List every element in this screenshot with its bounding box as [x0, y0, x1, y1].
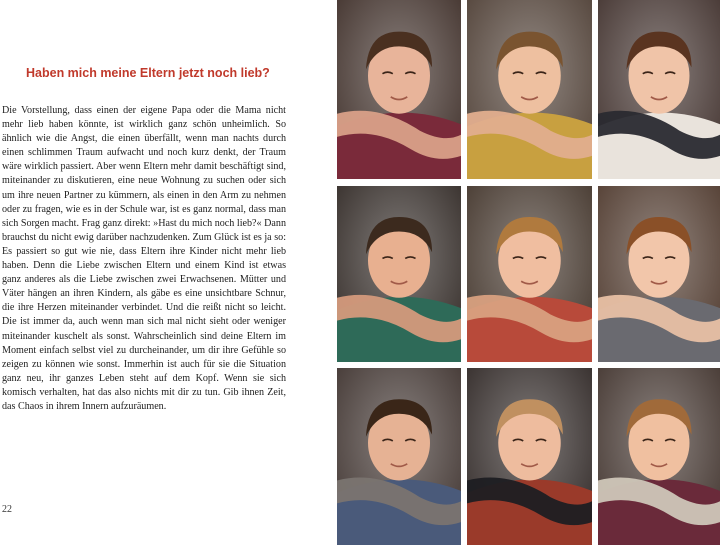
photo-boy-in-adult-arms: [337, 368, 461, 545]
photo-girl-hugging-adult: [598, 0, 720, 179]
photo-boy-hugging-parent: [337, 0, 461, 179]
photo-boy-embraced-from-behind: [337, 186, 461, 362]
photo-girl-cuddling-adult: [598, 368, 720, 545]
section-heading: Haben mich meine Eltern jetzt noch lieb?: [26, 66, 270, 80]
photo-grid: [337, 0, 720, 545]
photo-smiling-boy-arms-around: [467, 186, 592, 362]
text-page: [0, 0, 336, 545]
photo-girl-leaning-on-adult: [598, 186, 720, 362]
body-paragraph: Die Vorstellung, dass einen der eigene Papa oder die Mama nicht mehr lieb haben könnte, ist wirklich ganz schön unheimlich. So ähnlich wie die Angst, die einen überfällt, wenn man nachts durch einen schlimmen Traum aufwacht und noch kurz denkt, der Traum wäre wirklich passiert. Aber wenn Eltern mehr damit beschäftigt sind, miteinander zu diskutieren, eine neue Wohnung zu suchen oder sich um ihre neuen Partner zu kümmern, als einen in den Arm zu nehmen oder zu fragen, wie es in der Schule war, ist es ganz normal, dass man sich Sorgen macht. Frag ganz direkt: »Hast du mich noch lieb?« Dann brauchst du nicht ewig darüber nachzudenken. Zum Glück ist es ja so: Es passiert so gut wie nie, dass Eltern ihre Kinder nicht mehr lieb haben. Denn die Liebe zwischen Eltern und einem Kind ist etwas ganz anderes als die Liebe zwischen zwei Erwachsenen. Mütter und Väter hängen an ihren Kindern, als gäbe es eine unsichtbare Schnur, die ihre Herzen miteinander verbindet. Und die reißt nicht so leicht. Die ist immer da, auch wenn man sich mal nicht sieht oder weniger miteinander kuschelt als sonst. Wahrscheinlich sind deine Eltern im Moment einfach selbst viel zu durcheinander, um dir ihre Gefühle so zeigen zu können wie sonst. Immerhin ist auch für sie die Situation ganz neu, ihr ganzes Leben steht auf dem Kopf. Wenn sie sich komisch verhalten, hat das also nichts mit dir zu tun. Gib ihnen Zeit, das Chaos in ihrem Innern aufzuräumen.: [2, 105, 286, 412]
photo-child-sleeping-on-shoulder: [467, 368, 592, 545]
page-number: 22: [2, 504, 12, 515]
photo-two-brothers-hug: [467, 0, 592, 179]
